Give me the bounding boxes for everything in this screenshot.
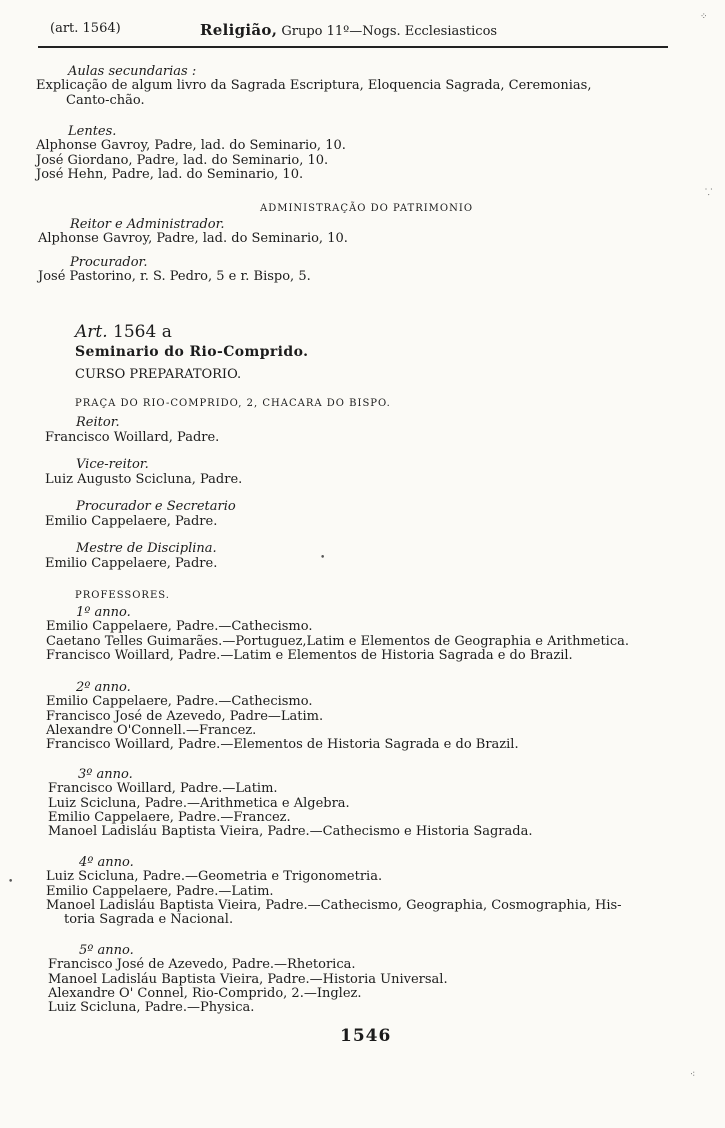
anno-3-label: 3º anno.	[78, 767, 133, 782]
header-title-bold: Religião,	[200, 21, 278, 39]
anno-4-line-3: Manoel Ladisláu Baptista Vieira, Padre.—Cathecismo, Geographia, Cosmographia, His-	[46, 897, 622, 913]
scan-speck: ⁘	[700, 12, 708, 22]
page-number: 1546	[340, 1026, 392, 1046]
header-title	[200, 21, 497, 39]
scan-speck: ⁖	[690, 1070, 696, 1080]
seminary-address: PRAÇA DO RIO-COMPRIDO, 2, CHACARA DO BISPO.	[75, 398, 391, 409]
anno-4-section	[46, 856, 622, 927]
vice-reitor-label: Vice-reitor.	[76, 457, 149, 472]
lentes-line-1: Alphonse Gavroy, Padre, lad. do Seminario, 10.	[36, 138, 346, 154]
aulas-section	[36, 65, 591, 108]
anno-1-section	[46, 606, 629, 663]
anno-2-line-1: Emilio Cappelaere, Padre.—Cathecismo.	[46, 694, 313, 710]
anno-3-line-1: Francisco Woillard, Padre.—Latim.	[48, 781, 278, 797]
aulas-line-2: Canto-chão.	[66, 92, 145, 108]
scan-speck: •	[8, 877, 14, 887]
lentes-line-3: José Hehn, Padre, lad. do Seminario, 10.	[36, 166, 304, 182]
anno-4-line-1: Luiz Scicluna, Padre.—Geometria e Trigonometria.	[46, 869, 383, 885]
anno-1-line-3: Francisco Woillard, Padre.—Latim e Elementos de Historia Sagrada e do Brazil.	[46, 647, 573, 663]
anno-1-label: 1º anno.	[76, 605, 131, 620]
lentes-section	[36, 125, 346, 182]
anno-4-continuation: toria Sagrada e Nacional.	[64, 912, 234, 928]
article-number: 1564 a	[113, 322, 172, 342]
anno-3-section	[48, 768, 532, 839]
patrimonio-section	[38, 218, 348, 284]
reitor-label: Reitor.	[76, 415, 120, 430]
anno-1-line-1: Emilio Cappelaere, Padre.—Cathecismo.	[46, 619, 313, 635]
header-title-rest: Grupo 11º—Nogs. Ecclesiasticos	[281, 24, 498, 39]
anno-2-line-2: Francisco José de Azevedo, Padre—Latim.	[46, 708, 324, 724]
anno-4-line-2: Emilio Cappelaere, Padre.—Latim.	[46, 883, 274, 899]
lentes-label: Lentes.	[68, 124, 117, 139]
staff-section	[45, 416, 242, 571]
article-label: Art.	[75, 322, 108, 342]
header-article-ref: (art. 1564)	[50, 21, 121, 36]
anno-1-line-2: Caetano Telles Guimarães.—Portuguez,Latim e Elementos de Geographia e Arithmetica.	[46, 633, 630, 649]
aulas-label: Aulas secundarias :	[68, 64, 197, 79]
anno-3-line-4: Manoel Ladisláu Baptista Vieira, Padre.—Cathecismo e Historia Sagrada.	[48, 824, 533, 840]
scan-speck: ⸪	[705, 188, 713, 198]
patrimonio-reitor-name: Alphonse Gavroy, Padre, lad. do Seminario, 10.	[38, 231, 348, 247]
anno-3-line-3: Emilio Cappelaere, Padre.—Francez.	[48, 809, 291, 825]
procurador-name: Emilio Cappelaere, Padre.	[45, 513, 218, 529]
anno-5-section	[48, 944, 448, 1015]
anno-2-label: 2º anno.	[76, 680, 131, 695]
aulas-line-1: Explicação de algum livro da Sagrada Escriptura, Eloquencia Sagrada, Ceremonias,	[36, 78, 592, 94]
header-rule	[38, 46, 668, 48]
procurador-label: Procurador e Secretario	[76, 499, 236, 514]
mestre-label: Mestre de Disciplina.	[76, 541, 217, 556]
patrimonio-procurador-label: Procurador.	[70, 254, 148, 270]
anno-5-line-2: Manoel Ladisláu Baptista Vieira, Padre.—Historia Universal.	[48, 971, 448, 987]
professores-heading: PROFESSORES.	[75, 590, 170, 601]
patrimonio-heading: ADMINISTRAÇÃO DO PATRIMONIO	[260, 203, 474, 214]
anno-5-label: 5º anno.	[79, 943, 134, 958]
article-heading	[75, 322, 172, 342]
anno-3-line-2: Luiz Scicluna, Padre.—Arithmetica e Algebra.	[48, 795, 350, 811]
patrimonio-reitor-label: Reitor e Administrador.	[70, 217, 225, 232]
patrimonio-procurador-name: José Pastorino, r. S. Pedro, 5 e r. Bispo, 5.	[38, 268, 311, 284]
course-title: CURSO PREPARATORIO.	[75, 367, 242, 382]
vice-reitor-name: Luiz Augusto Scicluna, Padre.	[45, 471, 243, 487]
lentes-line-2: José Giordano, Padre, lad. do Seminario, 10.	[36, 152, 329, 168]
anno-5-line-3: Alexandre O' Connel, Rio-Comprido, 2.—Inglez.	[48, 985, 362, 1001]
anno-2-line-4: Francisco Woillard, Padre.—Elementos de Historia Sagrada e do Brazil.	[46, 737, 519, 753]
anno-5-line-4: Luiz Scicluna, Padre.—Physica.	[48, 1000, 255, 1016]
anno-5-line-1: Francisco José de Azevedo, Padre.—Rhetorica.	[48, 957, 356, 973]
anno-2-line-3: Alexandre O'Connell.—Francez.	[46, 722, 257, 738]
anno-2-section	[46, 681, 519, 752]
scan-speck: •	[320, 553, 326, 563]
mestre-name: Emilio Cappelaere, Padre.	[45, 555, 218, 571]
reitor-name: Francisco Woillard, Padre.	[45, 429, 220, 445]
anno-4-label: 4º anno.	[79, 855, 134, 870]
seminary-title: Seminario do Rio-Comprido.	[75, 344, 309, 360]
